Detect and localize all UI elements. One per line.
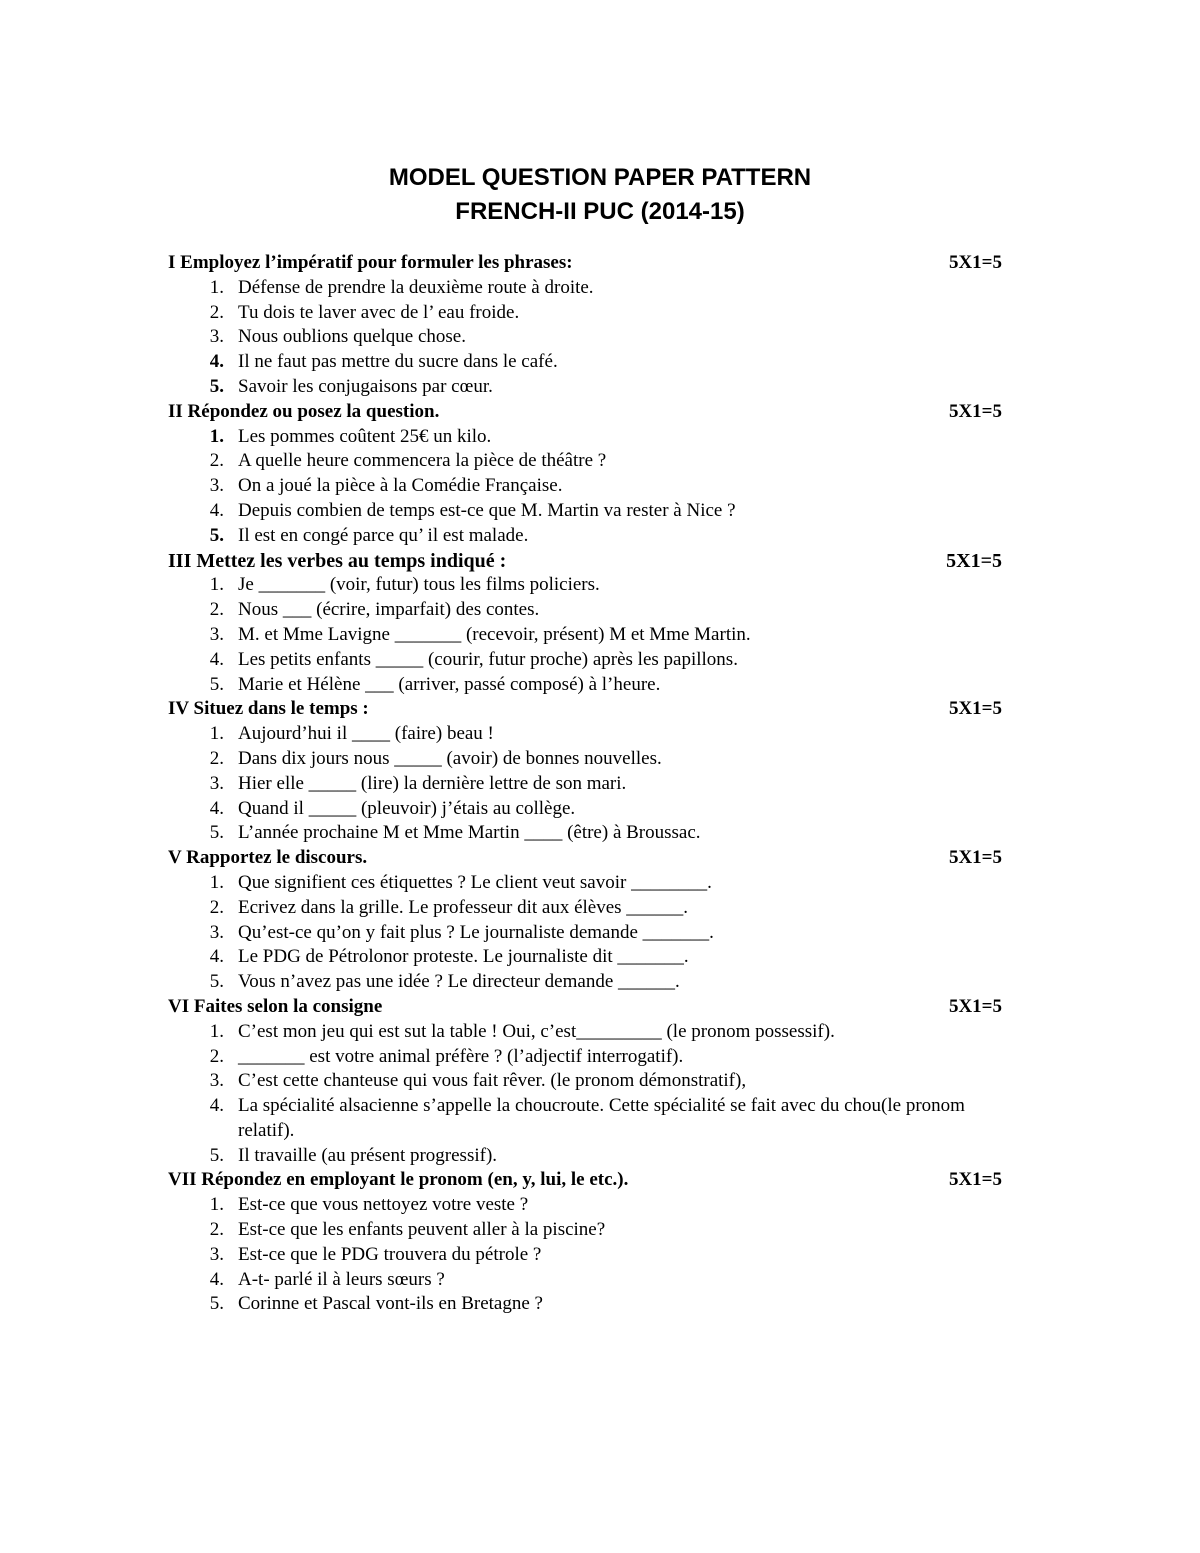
question-number: 5. <box>209 822 224 844</box>
question-text: Est-ce que vous nettoyez votre veste ? <box>238 1194 529 1216</box>
question-text: Est-ce que le PDG trouvera du pétrole ? <box>238 1243 542 1265</box>
question-number: 1. <box>209 574 224 596</box>
question-text: Le PDG de Pétrolonor proteste. Le journaliste dit _______. <box>238 946 689 968</box>
question-text: Qu’est-ce qu’on y fait plus ? Le journaliste demande _______. <box>238 921 714 943</box>
question-number: 2. <box>209 301 224 323</box>
question-text: Il ne faut pas mettre du sucre dans le café. <box>238 351 558 373</box>
question-text: Est-ce que les enfants peuvent aller à la piscine? <box>238 1219 606 1241</box>
question-number: 5. <box>209 524 224 546</box>
question-number: 3. <box>209 475 224 497</box>
section-heading <box>168 995 1008 1020</box>
section-heading-text: II Répondez ou posez la question. <box>168 400 440 422</box>
section-heading <box>168 1168 1008 1193</box>
question-item <box>168 1069 1008 1094</box>
question-text: Hier elle _____ (lire) la dernière lettre de son mari. <box>238 772 627 794</box>
question-number: 3. <box>209 772 224 794</box>
question-text: A quelle heure commencera la pièce de théâtre ? <box>238 450 607 472</box>
question-item <box>168 449 1008 474</box>
section-marks: 5X1=5 <box>946 549 1002 572</box>
question-text: Défense de prendre la deuxième route à droite. <box>238 276 594 298</box>
section-heading-text: III Mettez les verbes au temps indiqué : <box>168 549 507 572</box>
question-text: On a joué la pièce à la Comédie Française. <box>238 475 563 497</box>
question-number: 3. <box>209 921 224 943</box>
section-heading <box>168 846 1008 871</box>
question-number: 4. <box>209 1095 224 1117</box>
question-item <box>168 722 1008 747</box>
question-item <box>168 1193 1008 1218</box>
section-heading-text: VI Faites selon la consigne <box>168 995 383 1017</box>
question-number: 3. <box>209 326 224 348</box>
section-2 <box>168 400 1008 549</box>
section-heading-text: I Employez l’impératif pour formuler les phrases: <box>168 252 573 273</box>
question-text: _______ est votre animal préfère ? (l’adjectif interrogatif). <box>238 1045 684 1067</box>
question-item <box>168 301 1008 326</box>
question-item <box>168 1144 1008 1169</box>
question-text: C’est mon jeu qui est sut la table ! Oui, c’est_________ (le pronom possessif). <box>238 1020 835 1042</box>
question-text: Corinne et Pascal vont-ils en Bretagne ? <box>238 1293 543 1315</box>
section-marks: 5X1=5 <box>948 400 1002 422</box>
question-number: 5. <box>209 673 224 695</box>
question-text: Les petits enfants _____ (courir, futur proche) après les papillons. <box>238 648 738 670</box>
question-item <box>168 797 1008 822</box>
question-item <box>168 325 1008 350</box>
question-number: 2. <box>209 896 224 918</box>
question-number: 1. <box>209 871 224 893</box>
question-number: 4. <box>209 797 224 819</box>
question-item <box>168 375 1008 400</box>
question-text: Dans dix jours nous _____ (avoir) de bonnes nouvelles. <box>238 747 662 769</box>
question-number: 1. <box>209 1194 224 1216</box>
question-item <box>168 896 1008 921</box>
question-text: M. et Mme Lavigne _______ (recevoir, présent) M et Mme Martin. <box>238 623 751 645</box>
question-text: Il est en congé parce qu’ il est malade. <box>238 524 529 546</box>
question-item <box>168 573 1008 598</box>
question-number: 4. <box>209 946 224 968</box>
section-marks: 5X1=5 <box>948 698 1002 720</box>
question-number: 1. <box>209 276 224 298</box>
question-item <box>168 1218 1008 1243</box>
question-item <box>168 276 1008 301</box>
question-number: 5. <box>209 1293 224 1315</box>
question-item <box>168 673 1008 698</box>
question-number: 2. <box>209 450 224 472</box>
question-number: 4. <box>209 499 224 521</box>
section-marks: 5X1=5 <box>948 252 1002 273</box>
section-heading <box>168 549 1008 574</box>
question-number: 3. <box>209 1243 224 1265</box>
question-text: Vous n’avez pas une idée ? Le directeur demande ______. <box>238 971 680 993</box>
question-item <box>168 871 1008 896</box>
question-text: Ecrivez dans la grille. Le professeur dit aux élèves ______. <box>238 896 689 918</box>
page-title: MODEL QUESTION PAPER PATTERN <box>388 164 812 191</box>
question-text: Les pommes coûtent 25€ un kilo. <box>238 425 492 447</box>
question-list <box>168 251 1008 1317</box>
question-item <box>168 1020 1008 1045</box>
section-marks: 5X1=5 <box>948 847 1002 869</box>
question-item <box>168 970 1008 995</box>
question-text: La spécialité alsacienne s’appelle la choucroute. Cette spécialité se fait avec du chou(le pronom relatif). <box>238 1095 965 1141</box>
question-number: 5. <box>209 971 224 993</box>
question-item <box>168 921 1008 946</box>
question-item <box>168 648 1008 673</box>
question-item <box>168 524 1008 549</box>
question-item <box>168 425 1008 450</box>
question-text: Que signifient ces étiquettes ? Le client veut savoir ________. <box>238 871 712 893</box>
question-number: 3. <box>209 1070 224 1092</box>
section-6 <box>168 995 1008 1169</box>
question-number: 4. <box>209 351 224 373</box>
question-item <box>168 1268 1008 1293</box>
question-number: 4. <box>209 648 224 670</box>
question-text: Aujourd’hui il ____ (faire) beau ! <box>238 723 494 745</box>
question-number: 1. <box>209 1020 224 1042</box>
question-item <box>168 1292 1008 1317</box>
question-text: Nous ___ (écrire, imparfait) des contes. <box>238 599 540 621</box>
question-item <box>168 821 1008 846</box>
page-subtitle: FRENCH-II PUC (2014-15) <box>455 198 745 225</box>
question-number: 1. <box>209 425 224 447</box>
section-heading-text: IV Situez dans le temps : <box>168 698 369 720</box>
question-number: 2. <box>209 747 224 769</box>
question-item <box>168 350 1008 375</box>
question-item <box>168 747 1008 772</box>
section-1 <box>168 251 1008 400</box>
section-heading-text: VII Répondez en employant le pronom (en, y, lui, le etc.). <box>168 1169 629 1191</box>
section-marks: 5X1=5 <box>948 995 1002 1017</box>
question-text: Depuis combien de temps est-ce que M. Martin va rester à Nice ? <box>238 499 736 521</box>
question-text: Tu dois te laver avec de l’ eau froide. <box>238 301 520 323</box>
question-text: Nous oublions quelque chose. <box>238 326 466 348</box>
question-number: 3. <box>209 623 224 645</box>
question-number: 5. <box>209 1144 224 1166</box>
section-5 <box>168 846 1008 995</box>
section-heading <box>168 400 1008 425</box>
question-item <box>168 1094 1008 1144</box>
question-item <box>168 499 1008 524</box>
section-heading <box>168 697 1008 722</box>
question-text: Quand il _____ (pleuvoir) j’étais au collège. <box>238 797 576 819</box>
section-7 <box>168 1168 1008 1317</box>
question-item <box>168 945 1008 970</box>
section-4 <box>168 697 1008 846</box>
question-item <box>168 623 1008 648</box>
question-number: 5. <box>209 375 224 397</box>
question-text: C’est cette chanteuse qui vous fait rêver. (le pronom démonstratif), <box>238 1070 747 1092</box>
question-number: 2. <box>209 1219 224 1241</box>
question-item <box>168 1243 1008 1268</box>
section-marks: 5X1=5 <box>948 1169 1002 1191</box>
question-text: L’année prochaine M et Mme Martin ____ (être) à Broussac. <box>238 822 701 844</box>
question-text: Il travaille (au présent progressif). <box>238 1144 498 1166</box>
section-heading <box>168 251 1008 276</box>
question-item <box>168 772 1008 797</box>
question-item <box>168 598 1008 623</box>
question-number: 4. <box>209 1268 224 1290</box>
question-item <box>168 1045 1008 1070</box>
question-item <box>168 474 1008 499</box>
question-text: Marie et Hélène ___ (arriver, passé composé) à l’heure. <box>238 673 661 695</box>
question-text: A-t- parlé il à leurs sœurs ? <box>238 1268 445 1290</box>
question-text: Je _______ (voir, futur) tous les films policiers. <box>238 574 600 596</box>
question-text: Savoir les conjugaisons par cœur. <box>238 375 493 397</box>
section-heading-text: V Rapportez le discours. <box>168 847 368 869</box>
question-number: 1. <box>209 723 224 745</box>
section-3 <box>168 549 1008 698</box>
question-number: 2. <box>209 599 224 621</box>
question-number: 2. <box>209 1045 224 1067</box>
